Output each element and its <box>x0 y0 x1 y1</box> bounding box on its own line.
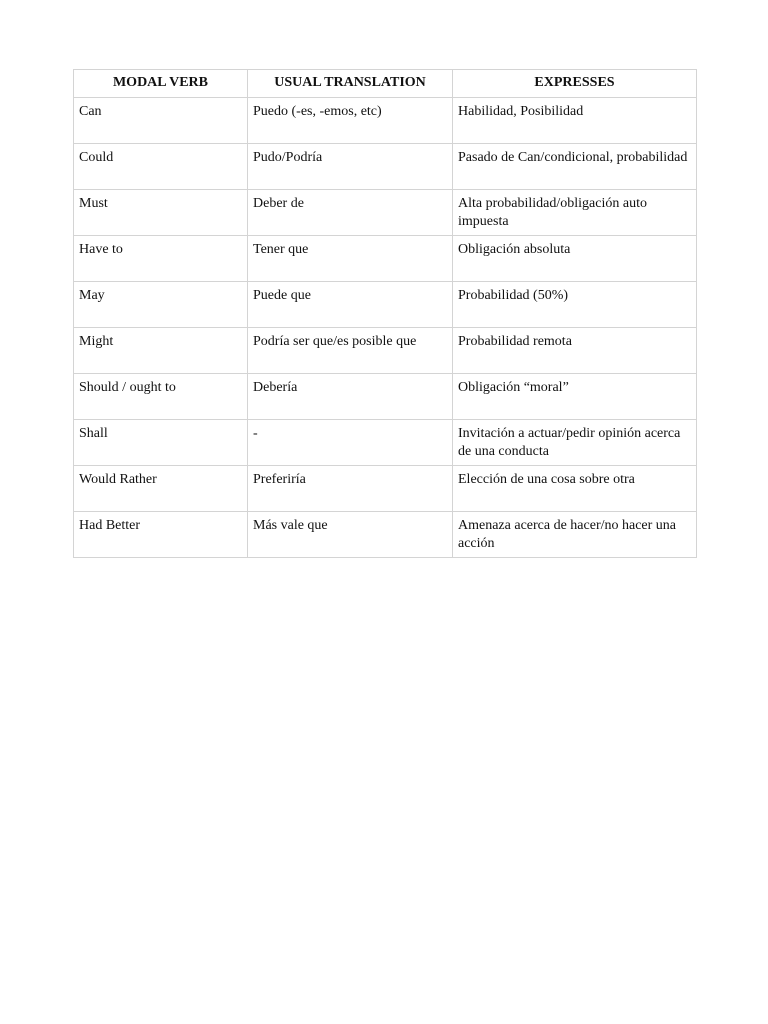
table-row <box>74 190 697 236</box>
table-row <box>74 282 697 328</box>
cell-translation: Debería <box>248 374 453 420</box>
cell-expresses: Invitación a actuar/pedir opinión acerca de una conducta <box>453 420 697 466</box>
cell-expresses: Probabilidad remota <box>453 328 697 374</box>
header-usual-translation: USUAL TRANSLATION <box>248 70 453 98</box>
cell-modal-verb: Would Rather <box>74 466 248 512</box>
header-modal-verb: MODAL VERB <box>74 70 248 98</box>
cell-modal-verb: Have to <box>74 236 248 282</box>
table-row <box>74 98 697 144</box>
cell-expresses: Amenaza acerca de hacer/no hacer una acción <box>453 512 697 558</box>
cell-modal-verb: Shall <box>74 420 248 466</box>
table-row <box>74 466 697 512</box>
table-row <box>74 420 697 466</box>
table-row <box>74 144 697 190</box>
cell-translation: - <box>248 420 453 466</box>
cell-translation: Pudo/Podría <box>248 144 453 190</box>
cell-expresses: Alta probabilidad/obligación auto impuesta <box>453 190 697 236</box>
cell-expresses: Elección de una cosa sobre otra <box>453 466 697 512</box>
cell-modal-verb: Could <box>74 144 248 190</box>
cell-translation: Tener que <box>248 236 453 282</box>
cell-modal-verb: Must <box>74 190 248 236</box>
modal-verbs-table <box>73 69 697 558</box>
cell-expresses: Habilidad, Posibilidad <box>453 98 697 144</box>
cell-translation: Podría ser que/es posible que <box>248 328 453 374</box>
cell-modal-verb: Might <box>74 328 248 374</box>
table-row <box>74 236 697 282</box>
header-expresses: EXPRESSES <box>453 70 697 98</box>
table-row <box>74 512 697 558</box>
cell-translation: Deber de <box>248 190 453 236</box>
table-row <box>74 374 697 420</box>
cell-modal-verb: May <box>74 282 248 328</box>
cell-expresses: Pasado de Can/condicional, probabilidad <box>453 144 697 190</box>
cell-translation: Preferiría <box>248 466 453 512</box>
cell-modal-verb: Should / ought to <box>74 374 248 420</box>
cell-translation: Más vale que <box>248 512 453 558</box>
cell-translation: Puedo (-es, -emos, etc) <box>248 98 453 144</box>
cell-expresses: Obligación absoluta <box>453 236 697 282</box>
table-row <box>74 328 697 374</box>
cell-expresses: Obligación “moral” <box>453 374 697 420</box>
table-header-row <box>74 70 697 98</box>
cell-modal-verb: Can <box>74 98 248 144</box>
cell-translation: Puede que <box>248 282 453 328</box>
cell-expresses: Probabilidad (50%) <box>453 282 697 328</box>
cell-modal-verb: Had Better <box>74 512 248 558</box>
